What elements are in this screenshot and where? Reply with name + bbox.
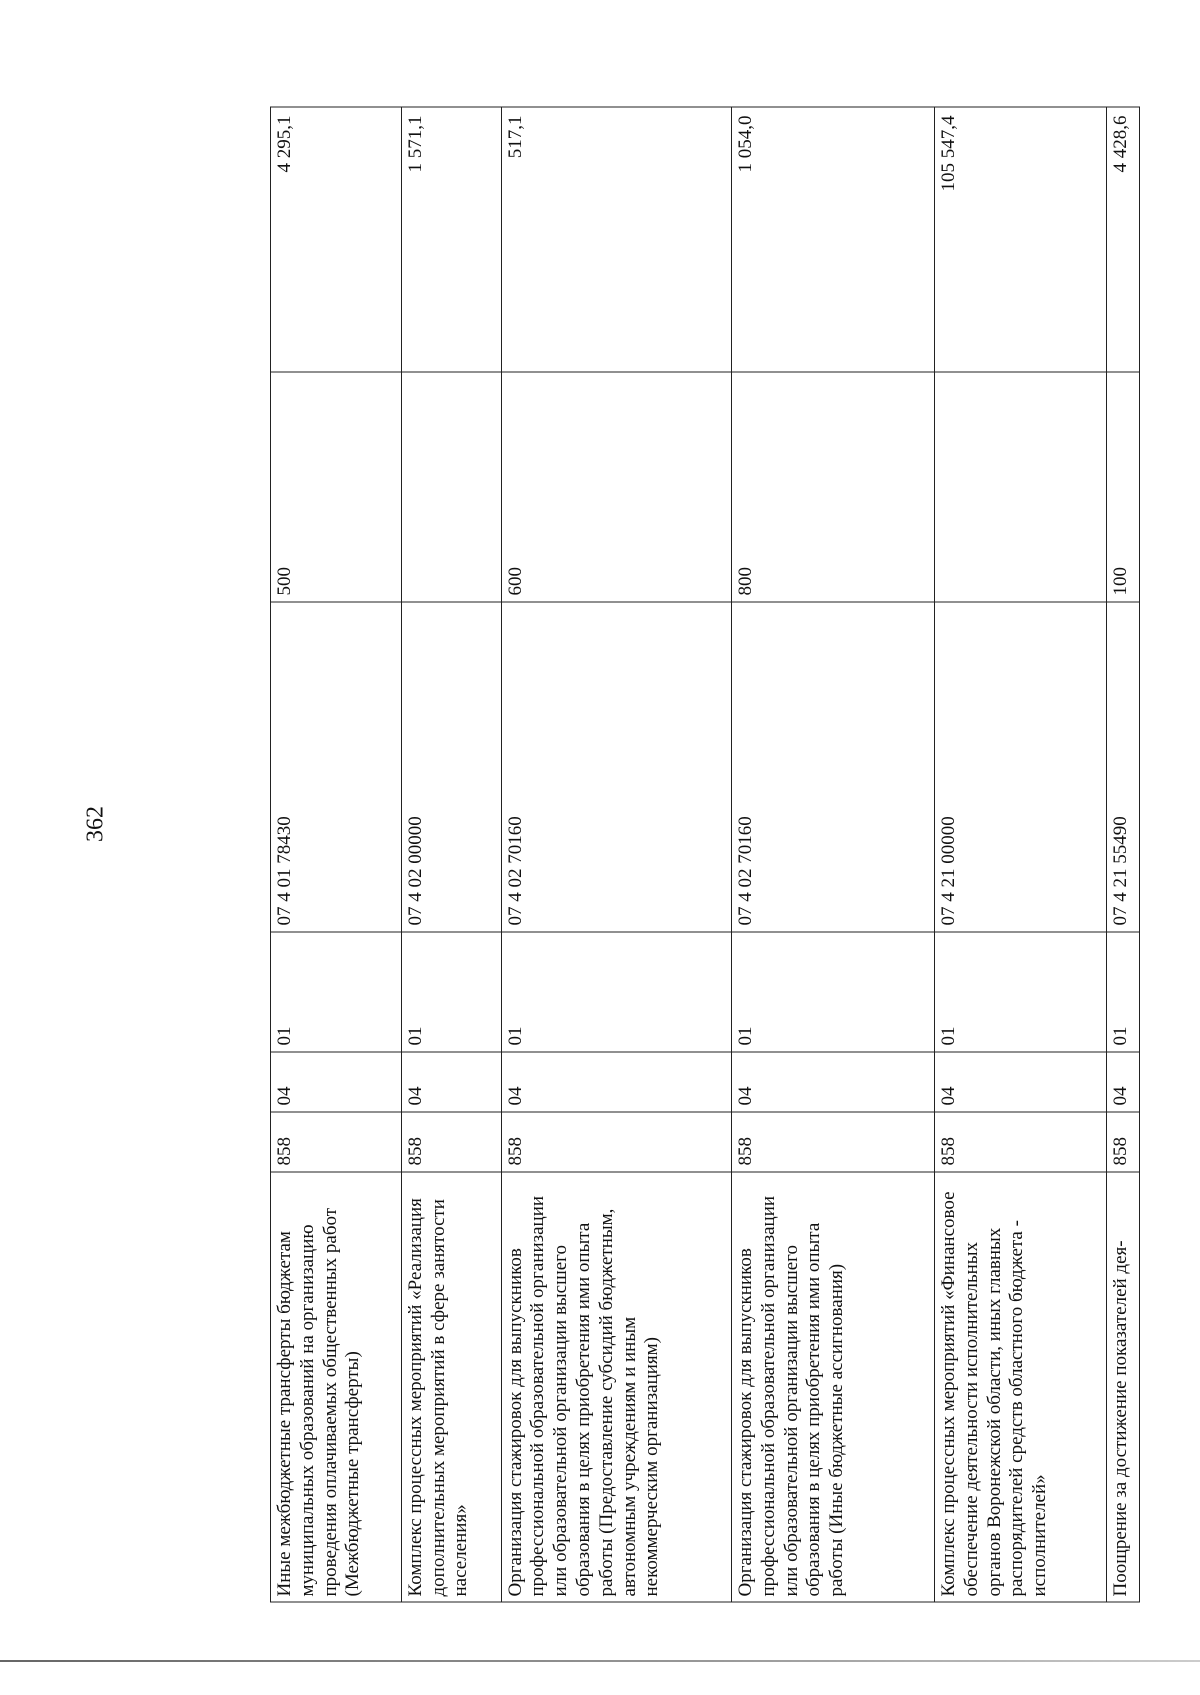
row-target-article: 07 4 01 78430 [271,602,402,932]
table-row [501,107,732,1602]
row-amount: 517,1 [501,107,732,372]
row-amount: 4 295,1 [271,107,402,372]
row-description: Организация стажировок для выпускников профессиональной образовательной организации или образовательной организации высшего образования в целях приобретения ими опыта работы (Иные бюджетные ассигнования) [732,1172,935,1602]
row-subsection: 01 [401,932,501,1052]
row-amount: 1 054,0 [732,107,935,372]
row-description: Комплекс процессных мероприятий «Реализация дополнительных мероприятий в сфере занятости населения» [401,1172,501,1602]
row-section: 04 [401,1052,501,1112]
row-amount: 105 547,4 [934,107,1106,372]
row-subsection: 01 [732,932,935,1052]
row-subsection: 01 [934,932,1106,1052]
row-description: Иные межбюджетные трансферты бюджетам муниципальных образований на организацию проведения оплачиваемых общественных работ (Межбюджетные трансферты) [271,1172,402,1602]
row-target-article: 07 4 02 70160 [501,602,732,932]
row-subsection: 01 [271,932,402,1052]
row-grbs: 858 [501,1112,732,1172]
scan-edge-line [0,1660,1200,1662]
row-grbs: 858 [934,1112,1106,1172]
row-expense-type [401,372,501,602]
row-expense-type: 800 [732,372,935,602]
row-subsection: 01 [501,932,732,1052]
budget-table [270,107,1140,1603]
row-grbs: 858 [271,1112,402,1172]
table-row [401,107,501,1602]
row-target-article: 07 4 02 70160 [732,602,935,932]
table-row [271,107,402,1602]
row-amount: 1 571,1 [401,107,501,372]
row-expense-type: 600 [501,372,732,602]
row-section: 04 [934,1052,1106,1112]
row-grbs: 858 [1106,1112,1139,1172]
row-section: 04 [1106,1052,1139,1112]
page-number: 362 [82,806,109,842]
row-subsection: 01 [1106,932,1139,1052]
row-description: Поощрение за достижение показателей дея- [1106,1172,1139,1602]
row-grbs: 858 [732,1112,935,1172]
row-section: 04 [271,1052,402,1112]
row-description: Организация стажировок для выпускников профессиональной образовательной организации или образовательной организации высшего образования в целях приобретения ими опыта работы (Предоставление субсидий бюджетным, автономным учреждениям и иным некоммерческим организациям) [501,1172,732,1602]
row-expense-type: 500 [271,372,402,602]
row-expense-type [934,372,1106,602]
row-grbs: 858 [401,1112,501,1172]
table-row [1106,107,1139,1602]
budget-table-container [270,108,1140,1603]
row-description: Комплекс процессных мероприятий «Финансовое обеспечение деятельности исполнительных органов Воронежской области, иных главных распорядителей средств областного бюджета - исполнителей» [934,1172,1106,1602]
row-expense-type: 100 [1106,372,1139,602]
row-amount: 4 428,6 [1106,107,1139,372]
row-target-article: 07 4 21 55490 [1106,602,1139,932]
row-target-article: 07 4 02 00000 [401,602,501,932]
table-row [934,107,1106,1602]
table-row [732,107,935,1602]
row-section: 04 [732,1052,935,1112]
row-target-article: 07 4 21 00000 [934,602,1106,932]
row-section: 04 [501,1052,732,1112]
